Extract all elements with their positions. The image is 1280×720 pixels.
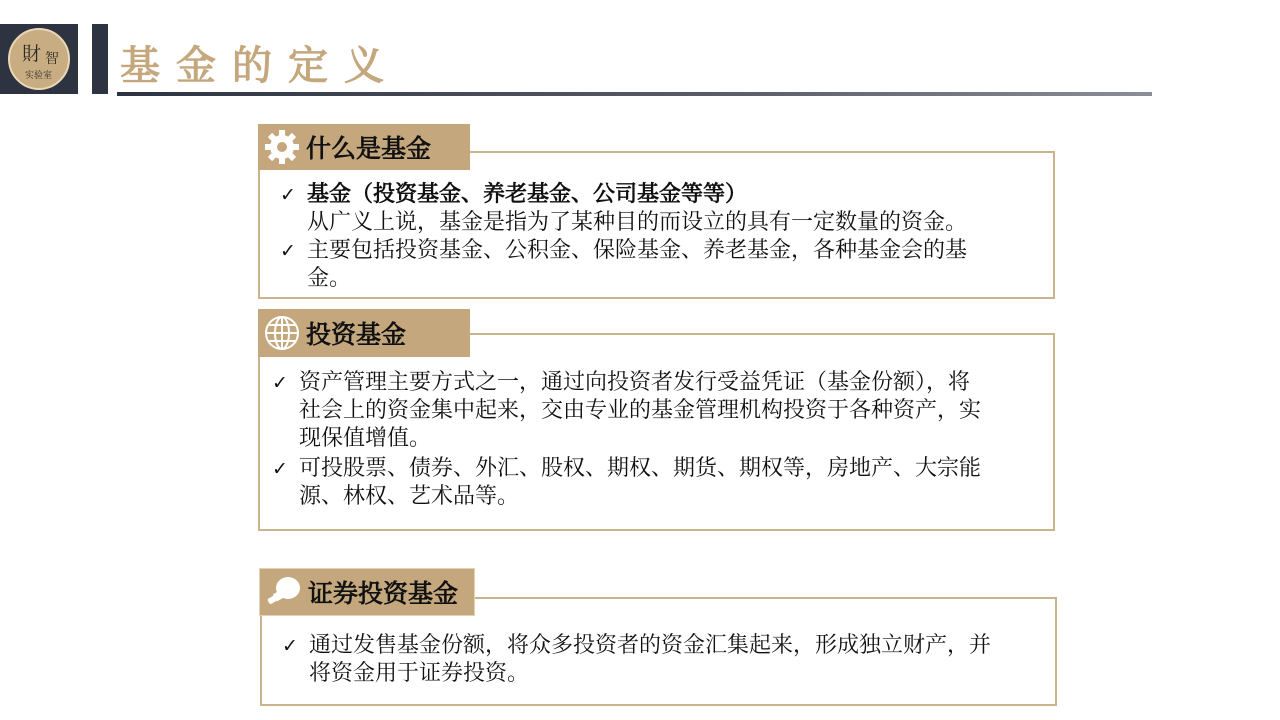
list-item	[280, 181, 1020, 237]
section-heading-investment-fund	[258, 309, 470, 357]
lightbulb-icon	[264, 572, 304, 612]
item-line: 将资金用于证券投资。	[309, 661, 530, 686]
item-title: 基金（投资基金、养老基金、公司基金等等）	[307, 182, 748, 207]
list-item	[272, 455, 1042, 511]
section-heading-securities-fund	[259, 568, 475, 616]
gear-icon	[262, 127, 302, 167]
list-item	[280, 237, 1040, 293]
title-accent-bar	[92, 24, 108, 94]
logo-char-1: 財	[22, 43, 42, 65]
item-line: 社会上的资金集中起来，交由专业的基金管理机构投资于各种资产，实	[299, 398, 982, 423]
item-line: 从广义上说，基金是指为了某种目的而设立的具有一定数量的资金。	[307, 210, 968, 235]
logo	[0, 24, 78, 94]
section-box-what-is-fund	[258, 151, 1055, 299]
item-line: 源、林权、艺术品等。	[299, 484, 520, 509]
logo-char-2: 智	[45, 51, 59, 67]
check-icon: ✓	[280, 240, 296, 262]
section-heading-label: 投资基金	[306, 320, 407, 349]
list-item	[272, 369, 1042, 453]
check-icon: ✓	[280, 184, 296, 206]
item-line: 现保值增值。	[299, 426, 432, 451]
title-underline	[117, 92, 1152, 96]
check-icon: ✓	[272, 458, 288, 480]
item-line: 资产管理主要方式之一，通过向投资者发行受益凭证（基金份额），将	[299, 370, 971, 395]
section-heading-what-is-fund	[258, 124, 470, 170]
section-heading-label: 证券投资基金	[308, 579, 459, 608]
section-heading-label: 什么是基金	[306, 134, 432, 163]
check-icon: ✓	[272, 372, 288, 394]
item-line: 通过发售基金份额，将众多投资者的资金汇集起来，形成独立财产，并	[309, 633, 992, 658]
list-item	[282, 632, 1052, 688]
logo-seal	[8, 28, 70, 90]
item-line: 金。	[307, 266, 352, 291]
globe-icon	[262, 313, 302, 353]
section-box-investment-fund	[258, 333, 1055, 531]
item-line: 主要包括投资基金、公积金、保险基金、养老基金，各种基金会的基	[307, 238, 968, 263]
item-line: 可投股票、债券、外汇、股权、期权、期货、期权等，房地产、大宗能	[299, 456, 982, 481]
page-title: 基金的定义	[120, 43, 400, 89]
check-icon: ✓	[282, 635, 298, 657]
logo-subtitle: 实验室	[25, 71, 53, 81]
